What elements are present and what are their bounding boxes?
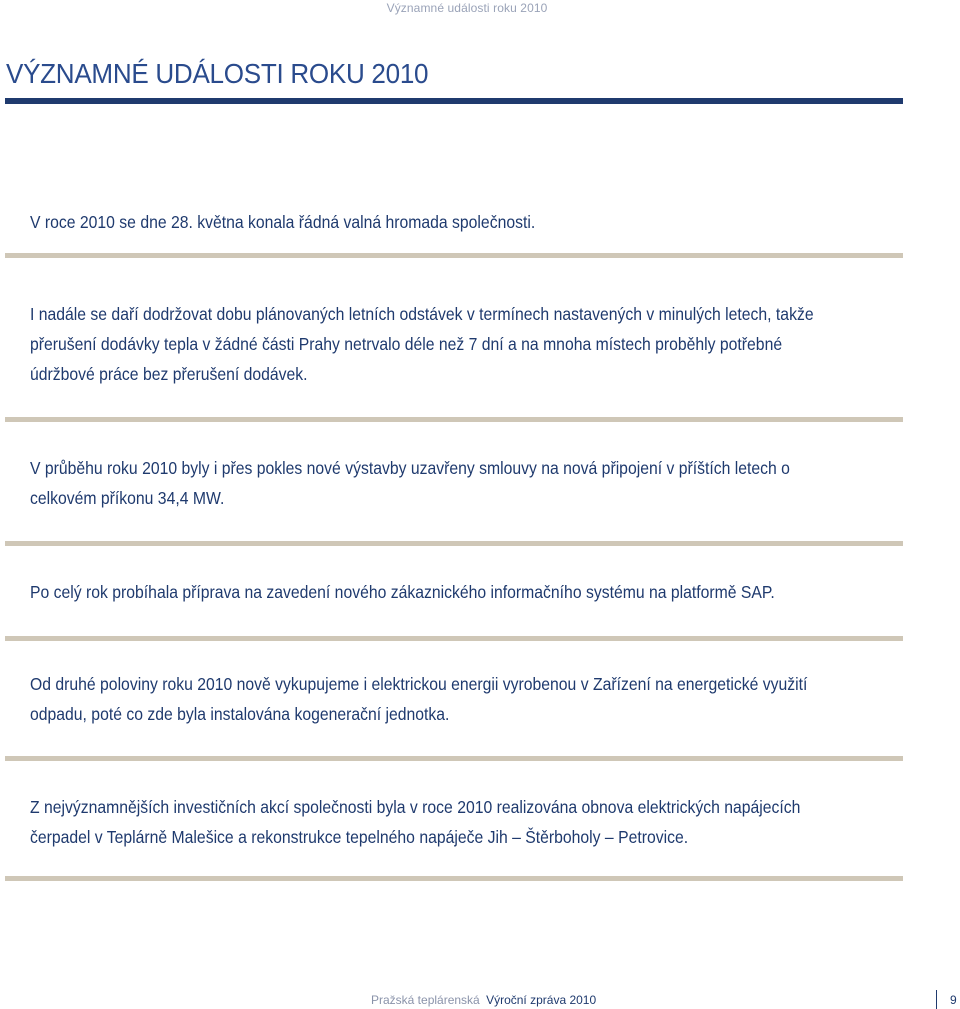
section-divider <box>5 636 903 641</box>
paragraph-summer-shutdowns: I nadále se daří dodržovat dobu plánovaných letních odstávek v termínech nastavených v minulých letech, takže přerušení dodávky tepla v žádné části Prahy netrvalo déle než 7 dní a na mnoha místech proběhly potřebné údržbové práce bez přerušení dodávek. <box>30 304 814 384</box>
section-divider <box>5 876 903 881</box>
section-divider <box>5 756 903 761</box>
page-title: VÝZNAMNÉ UDÁLOSTI ROKU 2010 <box>6 58 429 89</box>
paragraph-general-meeting: V roce 2010 se dne 28. května konala řádná valná hromada společnosti. <box>30 212 536 232</box>
paragraph-electricity-purchase: Od druhé poloviny roku 2010 nově vykupujeme i elektrickou energii vyrobenou v Zařízení na energetické využití odpadu, poté co zde byla instalována kogenerační jednotka. <box>30 674 808 724</box>
paragraph-investments: Z nejvýznamnějších investičních akcí společnosti byla v roce 2010 realizována obnova elektrických napájecích čerpadel v Teplárně Malešice a rekonstrukce tepelného napáječe Jih – Štěrboholy – Petrovice. <box>30 797 801 847</box>
page-number: 9 <box>950 993 957 1007</box>
paragraph-new-connections: V průběhu roku 2010 byly i přes pokles nové výstavby uzavřeny smlouvy na nová připojení v příštích letech o celkovém příkonu 34,4 MW. <box>30 458 790 508</box>
running-header: Významné události roku 2010 <box>386 1 548 15</box>
footer <box>371 993 596 1007</box>
paragraph-sap-system: Po celý rok probíhala příprava na zavedení nového zákaznického informačního systému na platformě SAP. <box>30 582 775 602</box>
section-divider <box>5 417 903 422</box>
title-rule <box>5 98 903 104</box>
footer-report-title: Výroční zpráva 2010 <box>486 993 597 1007</box>
footer-company: Pražská teplárenská <box>371 993 480 1007</box>
section-divider <box>5 541 903 546</box>
footer-divider <box>936 990 937 1009</box>
section-divider <box>5 253 903 258</box>
